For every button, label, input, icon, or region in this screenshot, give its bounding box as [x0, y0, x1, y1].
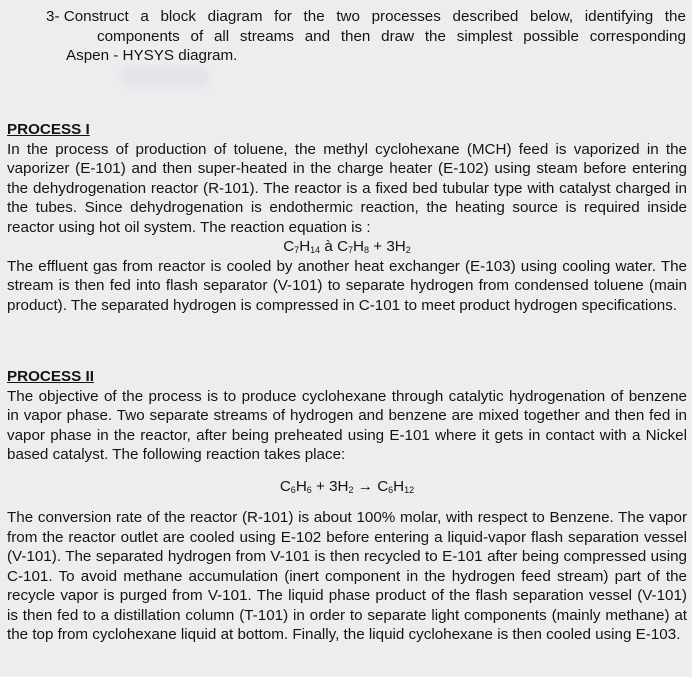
eq-sub: 6: [388, 484, 394, 495]
smudge-mark: [120, 66, 210, 88]
process-1-section: [7, 120, 687, 315]
eq-sub: 6: [290, 484, 296, 495]
word: described: [452, 8, 519, 25]
word: diagram: [207, 8, 263, 25]
word: for: [274, 8, 292, 25]
word: processes: [371, 8, 441, 25]
eq-text: C: [337, 238, 349, 255]
question-line-1: [46, 7, 686, 27]
process-2-paragraph-2: The conversion rate of the reactor (R-101) is about 100% molar, with respect to Benzene. The vapor from the reactor outlet are cooled using E-102 before entering a liquid-vapor flash separation vessel (V-101). The separated hydrogen from V-101 is then recycled to E-101 after being compressed using C-101. To avoid methane accumulation (inert component in the hydrogen feed stream) part of the recycle vapor is purged from V-101. The liquid phase product of the flash separation vessel (V-101) is then fed to a distillation column (T-101) in order to separate light components (mainly methane) at the top from cyclohexane liquid at bottom. Finally, the liquid cyclohexane is then cooled using E-103.: [7, 509, 687, 643]
word: components: [97, 27, 180, 45]
eq-text: + 3H: [311, 477, 349, 495]
arrow-icon: →: [353, 477, 378, 495]
word: draw: [381, 27, 415, 45]
word: and: [304, 27, 331, 45]
word: the: [303, 8, 325, 25]
word: a: [140, 8, 149, 25]
word: possible: [523, 27, 579, 45]
eq-text: H: [299, 238, 311, 255]
process-2-heading: PROCESS II: [7, 368, 94, 385]
word: streams: [239, 27, 294, 45]
word: the: [424, 27, 446, 45]
word: the: [664, 8, 686, 25]
word: two: [336, 8, 360, 25]
eq-text: à: [320, 238, 338, 255]
word: below,: [530, 8, 574, 25]
eq-text: H: [353, 238, 365, 255]
eq-sub: 7: [348, 245, 354, 255]
word: 3- Construct: [46, 8, 129, 25]
eq-text: H: [393, 477, 405, 495]
eq-text: C: [279, 477, 291, 495]
word: block: [160, 8, 196, 25]
eq-text: C: [377, 477, 389, 495]
eq-sub: 2: [405, 245, 411, 255]
word: identifying: [584, 8, 654, 25]
question-line-3: Aspen - HYSYS diagram.: [66, 47, 238, 64]
eq-sub: 6: [306, 484, 312, 495]
process-1-paragraph-2: The effluent gas from reactor is cooled by another heat exchanger (E-103) using cooling water. The stream is then fed into flash separator (V-101) to separate hydrogen from condensed toluene (main product). The separated hydrogen is compressed in C-101 to meet product hydrogen specifications.: [7, 257, 687, 314]
eq-sub: 7: [294, 245, 300, 255]
question-line-2: [97, 27, 686, 47]
eq-text: C: [283, 238, 295, 255]
process-1-equation: [7, 237, 687, 257]
process-2-paragraph-1: The objective of the process is to produce cyclohexane through catalytic hydrogenation of benzene in vapor phase. Two separate streams of hydrogen and benzene are mixed together and then fed in vapor phase in the reactor, after being preheated using E-101 where it gets in contact with a Nickel based catalyst. The following reaction takes place:: [7, 387, 687, 463]
eq-sub: 14: [310, 245, 321, 255]
word: simplest: [456, 27, 513, 45]
eq-sub: 2: [348, 484, 354, 495]
process-1-paragraph-1: In the process of production of toluene, the methyl cyclohexane (MCH) feed is vaporized in the vaporizer (E-101) and then super-heated in the charge heater (E-102) using steam before entering the dehydrogenation reactor (R-101). The reactor is a fixed bed tubular type with catalyst charged in the tubes. Since dehydrogenation is endothermic reaction, the heating source is required inside reactor using hot oil system. The reaction equation is :: [7, 140, 687, 236]
eq-sub: 8: [364, 245, 370, 255]
word: corresponding: [589, 27, 686, 45]
eq-text: + 3H: [369, 238, 406, 255]
eq-text: H: [295, 477, 307, 495]
process-2-equation: [7, 477, 687, 497]
word: of: [190, 27, 204, 45]
eq-sub: 12: [404, 484, 415, 495]
word: all: [213, 27, 230, 45]
word: then: [340, 27, 371, 45]
process-1-heading: PROCESS I: [7, 121, 90, 138]
process-2-section: [7, 367, 687, 645]
